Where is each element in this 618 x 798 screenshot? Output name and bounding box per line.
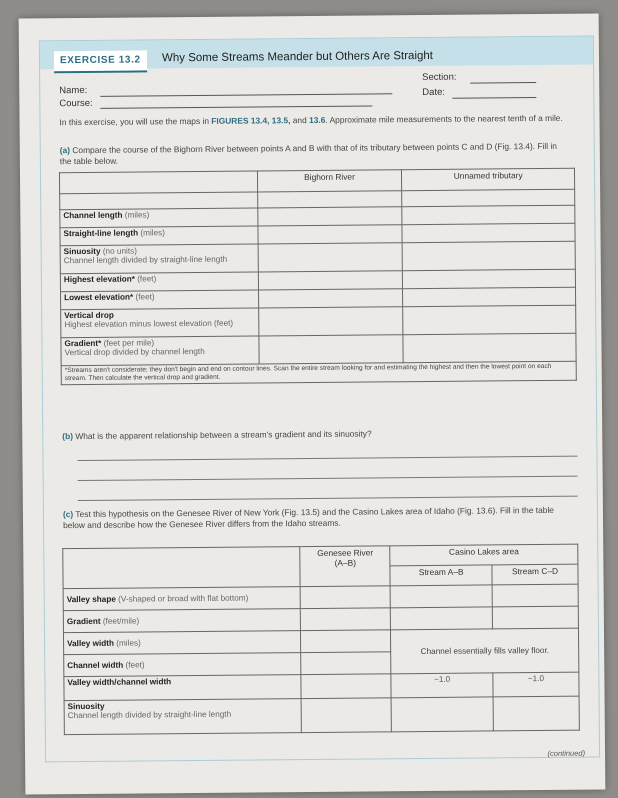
name-label: Name:	[59, 84, 88, 97]
header-stream-cd: Stream C–D	[492, 564, 578, 585]
section-label: Section:	[422, 71, 457, 84]
worksheet-page	[19, 13, 606, 794]
row-straight-line-length: Straight-line length (miles)	[60, 226, 258, 246]
exercise-label: EXERCISE 13.2	[54, 50, 147, 73]
bighorn-comparison-table	[59, 168, 577, 385]
answer-cell[interactable]	[403, 333, 576, 363]
answer-cell[interactable]	[402, 205, 575, 225]
table-a-footnote: *Streams aren't considerate; they don't begin and end on contour lines. Scan the entire stream looking for and estimating the highest and then the lowest point on each stream. Then calculate the vertical drop and gradient.	[61, 361, 576, 384]
answer-line[interactable]	[78, 496, 578, 501]
row-channel-length: Channel length (miles)	[60, 208, 258, 228]
section-line[interactable]	[470, 82, 536, 84]
row-vertical-drop: Vertical drop Highest elevation minus lowest elevation (feet)	[61, 308, 259, 338]
answer-cell[interactable]	[259, 335, 404, 364]
answer-cell[interactable]	[493, 696, 579, 731]
answer-cell[interactable]	[403, 269, 576, 289]
part-c-prompt: (c) Test this hypothesis on the Genesee River of New York (Fig. 13.5) and the Casino Lakes area of Idaho (Fig. 13.6). Fill in the table below and describe how the Genesee River differs from the Idaho streams.	[62, 504, 554, 531]
course-label: Course:	[59, 97, 93, 110]
table-a-blank-cell[interactable]	[257, 191, 402, 208]
row-channel-width: Channel width (feet)	[64, 653, 302, 677]
answer-cell[interactable]	[301, 630, 391, 653]
table-a-blank-cell[interactable]	[402, 189, 575, 207]
answer-cell[interactable]	[301, 674, 391, 699]
intro-paragraph: In this exercise, you will use the maps in FIGURES 13.4, 13.5, and 13.6. Approximate mile measurements to the nearest tenth of a mile.	[59, 112, 563, 128]
answer-cell[interactable]	[492, 606, 578, 629]
answer-line[interactable]	[77, 456, 577, 461]
answer-cell[interactable]	[258, 271, 403, 290]
answer-cell[interactable]	[257, 207, 402, 226]
genesee-casino-table	[62, 544, 580, 735]
header-casino-lakes: Casino Lakes area	[390, 544, 578, 566]
row-highest-elevation: Highest elevation* (feet)	[60, 272, 258, 292]
answer-cell[interactable]	[403, 287, 576, 307]
row-gradient: Gradient* (feet per mile) Vertical drop divided by channel length	[61, 336, 259, 366]
row-valley-shape: Valley shape (V-shaped or broad with flat bottom)	[63, 587, 301, 611]
table-a-blank-label	[60, 192, 258, 210]
answer-cell[interactable]	[301, 652, 391, 675]
answer-cell[interactable]	[302, 698, 392, 733]
answer-cell[interactable]	[258, 307, 403, 336]
header-stream-ab: Stream A–B	[390, 565, 492, 586]
answer-cell[interactable]	[258, 289, 403, 308]
answer-cell[interactable]	[258, 225, 403, 244]
answer-cell[interactable]	[301, 586, 391, 609]
answer-cell[interactable]	[391, 697, 493, 732]
table-c-corner	[63, 547, 301, 589]
exercise-title: Why Some Streams Meander but Others Are Straight	[161, 49, 434, 65]
answer-cell[interactable]	[258, 243, 403, 272]
header-unnamed-tributary: Unnamed tributary	[402, 168, 575, 191]
date-line[interactable]	[452, 97, 536, 99]
header-genesee-river: Genesee River (A–B)	[300, 546, 390, 587]
row-valley-channel-ratio: Valley width/channel width	[64, 675, 302, 701]
row-lowest-elevation: Lowest elevation* (feet)	[61, 290, 259, 310]
answer-cell[interactable]	[403, 305, 576, 335]
answer-cell[interactable]	[390, 585, 492, 608]
answer-cell[interactable]	[492, 584, 578, 607]
part-b-prompt: (b) What is the apparent relationship between a stream's gradient and its sinuosity?	[62, 428, 372, 442]
part-a-prompt: (a) Compare the course of the Bighorn River between points A and B with that of its tributary between points C and D (Fig. 13.4). Fill in the table below.	[59, 140, 557, 167]
ratio-stream-cd: ~1.0	[493, 672, 579, 697]
row-gradient-c: Gradient (feet/mile)	[63, 609, 301, 633]
header-bighorn-river: Bighorn River	[257, 170, 402, 192]
table-a-corner	[59, 171, 257, 194]
continued-note: (continued)	[547, 748, 586, 758]
course-line[interactable]	[100, 105, 372, 108]
answer-cell[interactable]	[402, 241, 575, 271]
exercise-frame	[39, 36, 600, 763]
row-valley-width: Valley width (miles)	[63, 631, 301, 655]
answer-cell[interactable]	[402, 223, 575, 243]
answer-cell[interactable]	[391, 607, 493, 630]
row-sinuosity-c: Sinuosity Channel length divided by straight-line length	[64, 699, 302, 735]
name-line[interactable]	[100, 93, 392, 97]
ratio-stream-ab: ~1.0	[391, 673, 493, 698]
row-sinuosity: Sinuosity (no units) Channel length divided by straight-line length	[60, 244, 258, 274]
answer-cell[interactable]	[301, 608, 391, 631]
date-label: Date:	[422, 86, 446, 99]
channel-fill-note: Channel essentially fills valley floor.	[391, 628, 579, 674]
answer-line[interactable]	[78, 476, 578, 481]
